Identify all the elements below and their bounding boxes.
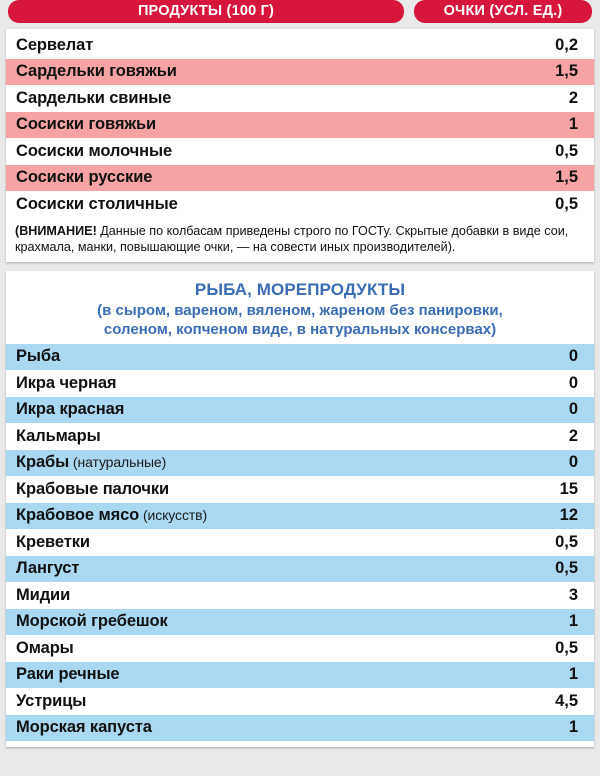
fish-rows [6, 344, 594, 742]
row-label: Кальмары [16, 426, 101, 445]
row-value: 3 [568, 585, 578, 604]
table-row [6, 556, 594, 583]
column-header-points: ОЧКИ (УСЛ. ЕД.) [414, 0, 592, 23]
row-value: 0,5 [555, 141, 578, 160]
row-value: 0 [568, 347, 578, 366]
row-value: 0,5 [555, 532, 578, 551]
row-label: Морской гребешок [16, 612, 168, 631]
fish-section-panel [6, 271, 594, 748]
table-row [6, 138, 594, 165]
row-label-note: (натуральные) [69, 454, 167, 471]
sausage-section-panel [6, 29, 594, 262]
table-row [6, 423, 594, 450]
sausage-footnote [6, 218, 594, 262]
row-value: 1 [568, 115, 578, 134]
footnote-attention-label: (ВНИМАНИЕ! [15, 223, 97, 238]
sausage-rows [6, 32, 594, 218]
table-row [6, 85, 594, 112]
row-value: 0 [568, 400, 578, 419]
table-row [6, 688, 594, 715]
table-row [6, 609, 594, 636]
fish-section-subtitle [14, 301, 586, 340]
row-label-note: (искусств) [139, 507, 208, 524]
table-row [6, 370, 594, 397]
row-value: 1 [568, 665, 578, 684]
table-row [6, 450, 594, 477]
row-value: 0,5 [555, 638, 578, 657]
row-label: Морская капуста [16, 718, 152, 737]
row-value: 4,5 [555, 691, 578, 710]
row-label: Устрицы [16, 691, 87, 710]
row-label: Крабовое мясо (искусств) [16, 506, 208, 525]
row-label: Сардельки свиные [16, 88, 172, 107]
row-label: Мидии [16, 585, 71, 604]
table-row [6, 503, 594, 530]
table-row [6, 662, 594, 689]
row-label: Омары [16, 638, 74, 657]
table-row [6, 715, 594, 742]
row-value: 1 [568, 718, 578, 737]
table-row [6, 529, 594, 556]
footnote-body-text: Данные по колбасам приведены строго по ГОСТу. Скрытые добавки в виде сои, крахмала, манки, повышающие очки, — на совести иных производителей). [15, 223, 569, 254]
table-row [6, 635, 594, 662]
row-label: Сосиски говяжьи [16, 115, 157, 134]
row-label: Раки речные [16, 665, 120, 684]
row-label: Креветки [16, 532, 90, 551]
row-label: Сосиски молочные [16, 141, 173, 160]
row-label: Крабы (натуральные) [16, 453, 167, 472]
row-label: Сосиски русские [16, 168, 153, 187]
table-row [6, 476, 594, 503]
row-value: 1,5 [555, 168, 578, 187]
row-value: 2 [568, 88, 578, 107]
row-label: Рыба [16, 347, 61, 366]
table-column-headers [0, 0, 600, 24]
fish-section-header [6, 275, 594, 344]
row-value: 1,5 [555, 62, 578, 81]
column-header-products: ПРОДУКТЫ (100 Г) [8, 0, 404, 23]
row-label: Сосиски столичные [16, 194, 178, 213]
row-label: Сервелат [16, 35, 94, 54]
table-row [6, 112, 594, 139]
fish-subtitle-line: соленом, копченом виде, в натуральных консервах) [103, 321, 497, 338]
table-row [6, 582, 594, 609]
row-value: 0,5 [555, 194, 578, 213]
row-label: Крабовые палочки [16, 479, 170, 498]
row-value: 12 [559, 506, 578, 525]
table-row [6, 344, 594, 371]
row-label: Икра красная [16, 400, 125, 419]
row-label: Сардельки говяжьи [16, 62, 177, 81]
row-label: Лангуст [16, 559, 80, 578]
fish-subtitle-line: (в сыром, вареном, вяленом, жареном без панировки, [97, 301, 503, 319]
table-row [6, 165, 594, 192]
row-value: 2 [568, 426, 578, 445]
row-value: 1 [568, 612, 578, 631]
row-value: 0,5 [555, 559, 578, 578]
table-row [6, 32, 594, 59]
row-value: 0 [568, 373, 578, 392]
table-row [6, 397, 594, 424]
fish-section-title: РЫБА, МОРЕПРОДУКТЫ [194, 279, 406, 299]
table-row [6, 59, 594, 86]
row-value: 0 [568, 453, 578, 472]
table-row [6, 191, 594, 218]
row-value: 15 [559, 479, 578, 498]
row-value: 0,2 [555, 35, 578, 54]
row-label: Икра черная [16, 373, 117, 392]
